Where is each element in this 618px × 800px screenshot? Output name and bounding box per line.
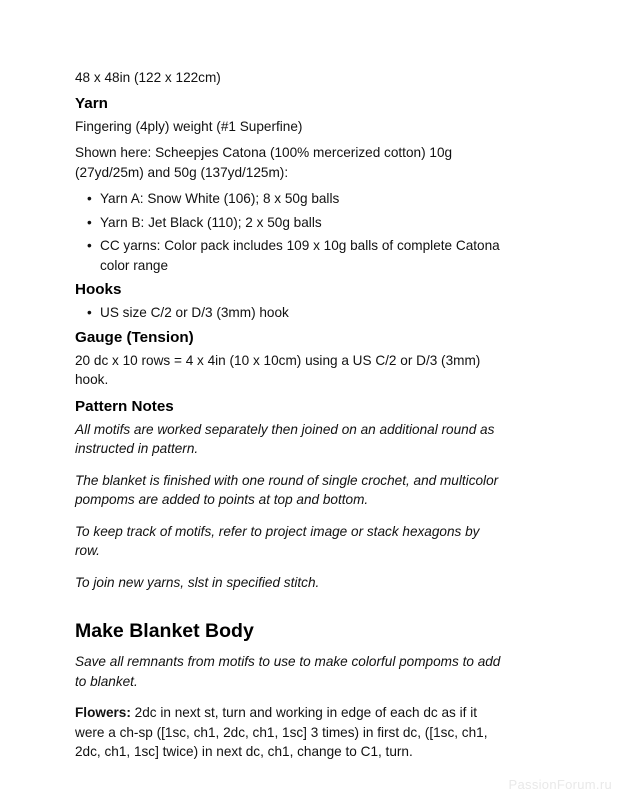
pattern-note: To join new yarns, slst in specified stitch. bbox=[75, 574, 320, 590]
list-item-label: CC yarns: Color pack includes 109 x 10g balls of complete Catona color range bbox=[100, 238, 500, 273]
list-item-label: US size C/2 or D/3 (3mm) hook bbox=[100, 305, 289, 320]
list-item-label: Yarn B: Jet Black (110); 2 x 50g balls bbox=[100, 214, 322, 230]
pattern-note: To keep track of motifs, refer to project image or stack hexagons by row. bbox=[75, 523, 480, 558]
list-item bbox=[75, 189, 507, 209]
list-item bbox=[75, 213, 507, 233]
list-item bbox=[75, 303, 507, 323]
yarn-list bbox=[75, 189, 507, 275]
pattern-note: All motifs are worked separately then joined on an additional round as instructed in pattern. bbox=[75, 421, 495, 456]
heading-pattern-notes: Pattern Notes bbox=[75, 397, 174, 415]
hooks-list bbox=[75, 303, 507, 323]
bullet-icon: • bbox=[87, 191, 92, 206]
make-blanket-body-intro: Save all remnants from motifs to use to make colorful pompoms to add to blanket. bbox=[75, 654, 501, 689]
flowers-text: 2dc in next st, turn and working in edge of each dc as if it were a ch-sp ([1sc, ch1, 2dc, ch1, 1sc] 3 times) in first dc, ([1sc, ch1, 2dc, ch1, 1sc] twice) in next dc, ch1, change to C1, turn. bbox=[75, 705, 488, 759]
heading-yarn: Yarn bbox=[75, 94, 108, 112]
list-item bbox=[75, 236, 507, 275]
flowers-instruction bbox=[75, 703, 507, 762]
heading-make-blanket-body: Make Blanket Body bbox=[75, 620, 254, 642]
list-item-label: Yarn A: Snow White (106); 8 x 50g balls bbox=[100, 191, 340, 206]
bullet-icon: • bbox=[87, 214, 92, 230]
yarn-weight-line: Fingering (4ply) weight (#1 Superfine) bbox=[75, 118, 303, 134]
bullet-icon: • bbox=[87, 238, 92, 253]
yarn-shown-here: Shown here: Scheepjes Catona (100% mercerized cotton) 10g (27yd/25m) and 50g (137yd/125m): bbox=[75, 145, 453, 180]
flowers-label: Flowers: bbox=[75, 705, 131, 720]
heading-hooks: Hooks bbox=[75, 281, 122, 298]
pattern-note: The blanket is finished with one round of single crochet, and multicolor pompoms are added to points at top and bottom. bbox=[75, 472, 499, 507]
gauge-text: 20 dc x 10 rows = 4 x 4in (10 x 10cm) using a US C/2 or D/3 (3mm) hook. bbox=[75, 352, 481, 387]
document-content bbox=[75, 62, 507, 769]
finished-size: 48 x 48in (122 x 122cm) bbox=[75, 70, 221, 85]
heading-gauge: Gauge (Tension) bbox=[75, 328, 194, 346]
bullet-icon: • bbox=[87, 305, 92, 320]
site-watermark: PassionForum.ru bbox=[508, 777, 612, 792]
